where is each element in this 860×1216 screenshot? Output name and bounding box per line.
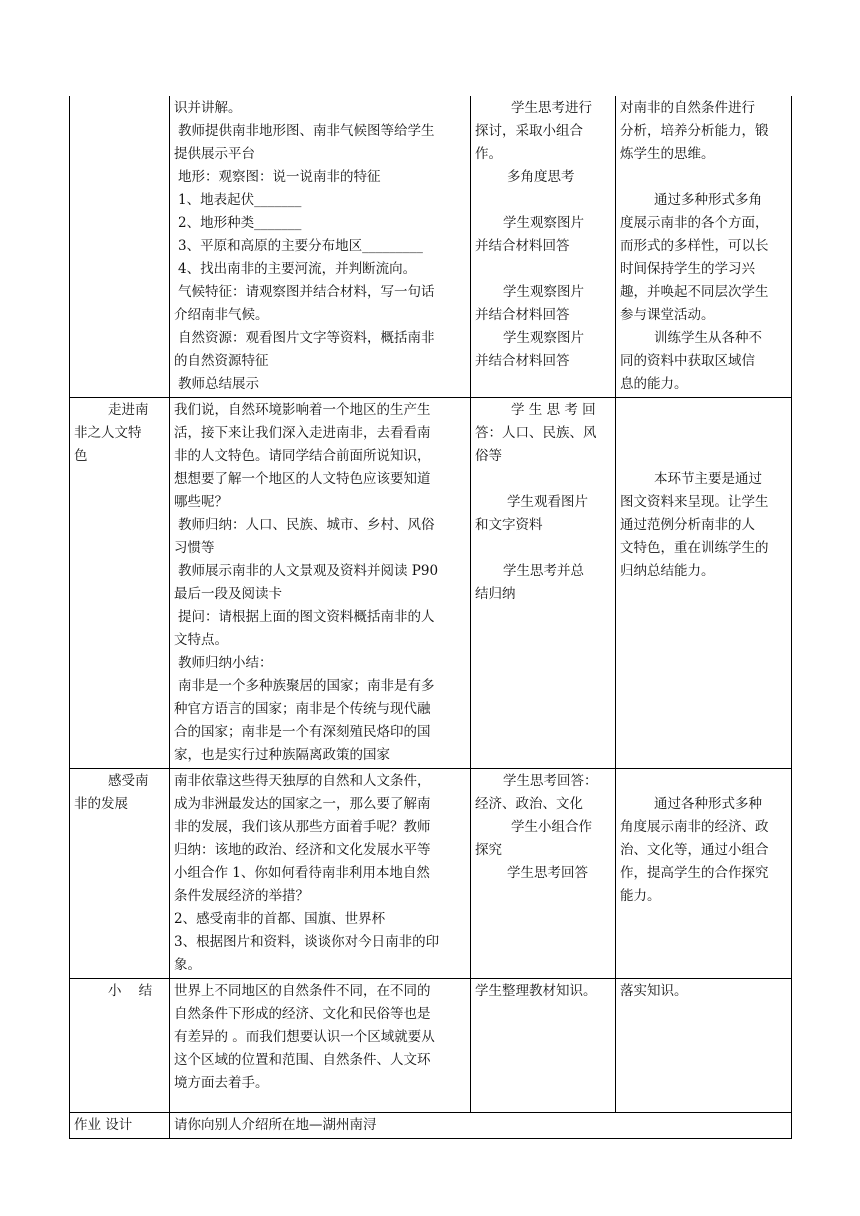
- teacher-line: 有差异的 。而我们想要认识一个区域就要从: [174, 1029, 435, 1045]
- teacher-line: 识并讲解。: [174, 100, 242, 116]
- design-intent-cell: [616, 398, 792, 769]
- stage-line: 走进南: [108, 402, 149, 418]
- row-development: [70, 769, 792, 979]
- teacher-activity-cell: [170, 398, 471, 769]
- intent-line: 对南非的自然条件进行: [620, 100, 755, 116]
- student-line: 结归纳: [475, 586, 516, 602]
- stage-cell: [70, 398, 170, 769]
- teacher-activity-cell: [170, 96, 471, 398]
- intent-line: 图文资料来呈现。让学生: [620, 494, 769, 510]
- student-spacer: [475, 537, 611, 560]
- teacher-line: 家，也是实行过种族隔离政策的国家: [174, 747, 390, 763]
- teacher-line: 我们说，自然环境影响着一个地区的生产生: [174, 402, 431, 418]
- intent-spacer: [620, 445, 787, 468]
- student-line: 学生观看图片: [507, 494, 588, 510]
- homework-label: 作业 设计: [74, 1117, 133, 1133]
- teacher-line: 最后一段及阅读卡: [174, 586, 282, 602]
- teacher-activity-cell: [170, 769, 471, 979]
- intent-line: 文特色，重在训练学生的: [620, 540, 769, 556]
- teacher-line: 世界上不同地区的自然条件不同，在不同的: [174, 983, 431, 999]
- teacher-line: 文特点。: [174, 632, 228, 648]
- intent-line: 息的能力。: [620, 376, 688, 392]
- student-spacer: [475, 258, 611, 281]
- intent-spacer: [620, 166, 787, 189]
- student-line: 多角度思考: [507, 169, 575, 185]
- student-line: 学生思考并总: [503, 563, 584, 579]
- intent-line: 角度展示南非的经济、政: [620, 819, 769, 835]
- student-line: 经济、政治、文化: [475, 796, 583, 812]
- intent-line: 通过多种形式多角: [654, 192, 762, 208]
- intent-line: 作，提高学生的合作探究: [620, 865, 769, 881]
- teacher-line: 自然条件下形成的经济、文化和民俗等也是: [174, 1006, 431, 1022]
- student-line: 学生观察图片: [503, 215, 584, 231]
- teacher-line: 教师提供南非地形图、南非气候图等给学生: [178, 123, 435, 139]
- intent-spacer: [620, 422, 787, 445]
- teacher-line: 3、根据图片和资料，谈谈你对今日南非的印: [174, 934, 440, 950]
- stage-cell: [70, 769, 170, 979]
- stage-line: 非的发展: [74, 796, 128, 812]
- teacher-line: 教师归纳：人口、民族、城市、乡村、风俗: [178, 517, 435, 533]
- student-spacer: [475, 189, 611, 212]
- student-line: 学 生 思 考 回: [511, 402, 596, 418]
- row-homework: [70, 1113, 792, 1139]
- homework-text: 请你向别人介绍所在地—湖州南浔: [174, 1117, 377, 1133]
- row-summary: [70, 979, 792, 1113]
- teacher-line: 的自然资源特征: [174, 353, 269, 369]
- stage-cell: [70, 96, 170, 398]
- student-line: 作。: [475, 146, 502, 162]
- intent-line: 能力。: [620, 888, 661, 904]
- teacher-line: 象。: [174, 957, 201, 973]
- stage-line: 小 结: [108, 983, 153, 999]
- teacher-line: 小组合作 1、你如何看待南非利用本地自然: [174, 865, 430, 881]
- row-cultural-features: [70, 398, 792, 769]
- intent-line: 归纳总结能力。: [620, 563, 715, 579]
- student-line: 答：人口、民族、风: [475, 425, 597, 441]
- intent-line: 训练学生从各种不: [654, 330, 762, 346]
- teacher-line: 非的人文特色。请同学结合前面所说知识，: [174, 448, 431, 464]
- teacher-line: 这个区域的位置和范围、自然条件、人文环: [174, 1052, 431, 1068]
- student-line: 并结合材料回答: [475, 353, 570, 369]
- student-line: 俗等: [475, 448, 502, 464]
- student-activity-cell: [471, 979, 616, 1113]
- teacher-line: 归纳：该地的政治、经济和文化发展水平等: [174, 842, 431, 858]
- teacher-line: 提供展示平台: [174, 146, 255, 162]
- student-line: 学生思考进行: [511, 100, 592, 116]
- teacher-line: 合的国家；南非是一个有深刻殖民烙印的国: [174, 724, 431, 740]
- student-line: 探讨，采取小组合: [475, 123, 583, 139]
- teacher-activity-cell: [170, 979, 471, 1113]
- student-line: 并结合材料回答: [475, 307, 570, 323]
- intent-line: 度展示南非的各个方面，: [620, 215, 769, 231]
- design-intent-cell: [616, 979, 792, 1113]
- intent-line: 参与课堂活动。: [620, 307, 715, 323]
- student-spacer: [475, 468, 611, 491]
- intent-line: 炼学生的思维。: [620, 146, 715, 162]
- student-line: 学生思考回答: [507, 865, 588, 881]
- teacher-line: 境方面去着手。: [174, 1075, 269, 1091]
- student-line: 学生小组合作: [511, 819, 592, 835]
- stage-cell: [70, 979, 170, 1113]
- intent-line: 同的资料中获取区域信: [620, 353, 755, 369]
- lesson-plan-table: [69, 96, 792, 1139]
- student-activity-cell: [471, 769, 616, 979]
- stage-line: 色: [74, 448, 88, 464]
- stage-line: 感受南: [108, 773, 149, 789]
- teacher-line: 种官方语言的国家；南非是个传统与现代融: [174, 701, 431, 717]
- teacher-line: 教师展示南非的人文景观及资料并阅读 P90: [178, 563, 439, 579]
- teacher-line: 2、感受南非的首都、国旗、世界杯: [174, 911, 386, 927]
- stage-line: 非之人文特: [74, 425, 142, 441]
- teacher-line: 介绍南非气候。: [174, 307, 269, 323]
- teacher-line: 哪些呢？: [174, 494, 228, 510]
- intent-line: 治、文化等，通过小组合: [620, 842, 769, 858]
- student-activity-cell: [471, 398, 616, 769]
- teacher-line: 教师归纳小结：: [178, 655, 273, 671]
- student-line: 学生整理教材知识。: [475, 983, 597, 999]
- teacher-line: 自然资源：观看图片文字等资料，概括南非: [178, 330, 435, 346]
- teacher-line: 习惯等: [174, 540, 215, 556]
- teacher-line: 成为非洲最发达的国家之一，那么要了解南: [174, 796, 431, 812]
- intent-line: 通过范例分析南非的人: [620, 517, 755, 533]
- row-natural-conditions: [70, 96, 792, 398]
- design-intent-cell: [616, 769, 792, 979]
- teacher-line: 非的发展，我们该从那些方面着手呢？教师: [174, 819, 431, 835]
- student-line: 和文字资料: [475, 517, 543, 533]
- intent-line: 分析，培养分析能力，锻: [620, 123, 769, 139]
- intent-line: 而形式的多样性，可以长: [620, 238, 769, 254]
- teacher-line: 活，接下来让我们深入走进南非，去看看南: [174, 425, 431, 441]
- intent-line: 时间保持学生的学习兴: [620, 261, 755, 277]
- teacher-line: 想想要了解一个地区的人文特色应该要知道: [174, 471, 431, 487]
- student-line: 学生观察图片: [503, 330, 584, 346]
- student-activity-cell: [471, 96, 616, 398]
- student-line: 并结合材料回答: [475, 238, 570, 254]
- teacher-line: 2、地形种类_______: [178, 215, 302, 231]
- intent-spacer: [620, 770, 787, 793]
- teacher-line: 教师总结展示: [178, 376, 259, 392]
- teacher-line: 提问：请根据上面的图文资料概括南非的人: [178, 609, 435, 625]
- teacher-line: 条件发展经济的举措？: [174, 888, 309, 904]
- intent-line: 通过各种形式多种: [654, 796, 762, 812]
- student-line: 学生观察图片: [503, 284, 584, 300]
- homework-label-cell: [70, 1113, 170, 1139]
- homework-content-cell: [170, 1113, 792, 1139]
- teacher-line: 地形：观察图：说一说南非的特征: [178, 169, 381, 185]
- teacher-line: 气候特征：请观察图并结合材料，写一句话: [178, 284, 435, 300]
- teacher-line: 1、地表起伏_______: [178, 192, 302, 208]
- teacher-line: 南非是一个多种族聚居的国家；南非是有多: [178, 678, 435, 694]
- intent-line: 趣，并唤起不同层次学生: [620, 284, 769, 300]
- lesson-plan-body: [70, 96, 792, 1139]
- teacher-line: 4、找出南非的主要河流，并判断流向。: [178, 261, 417, 277]
- intent-spacer: [620, 399, 787, 422]
- teacher-line: 南非依靠这些得天独厚的自然和人文条件，: [174, 773, 431, 789]
- design-intent-cell: [616, 96, 792, 398]
- student-line: 探究: [475, 842, 502, 858]
- student-line: 学生思考回答：: [503, 773, 598, 789]
- intent-line: 落实知识。: [620, 983, 688, 999]
- teacher-line: 3、平原和高原的主要分布地区_________: [178, 238, 423, 254]
- intent-line: 本环节主要是通过: [654, 471, 762, 487]
